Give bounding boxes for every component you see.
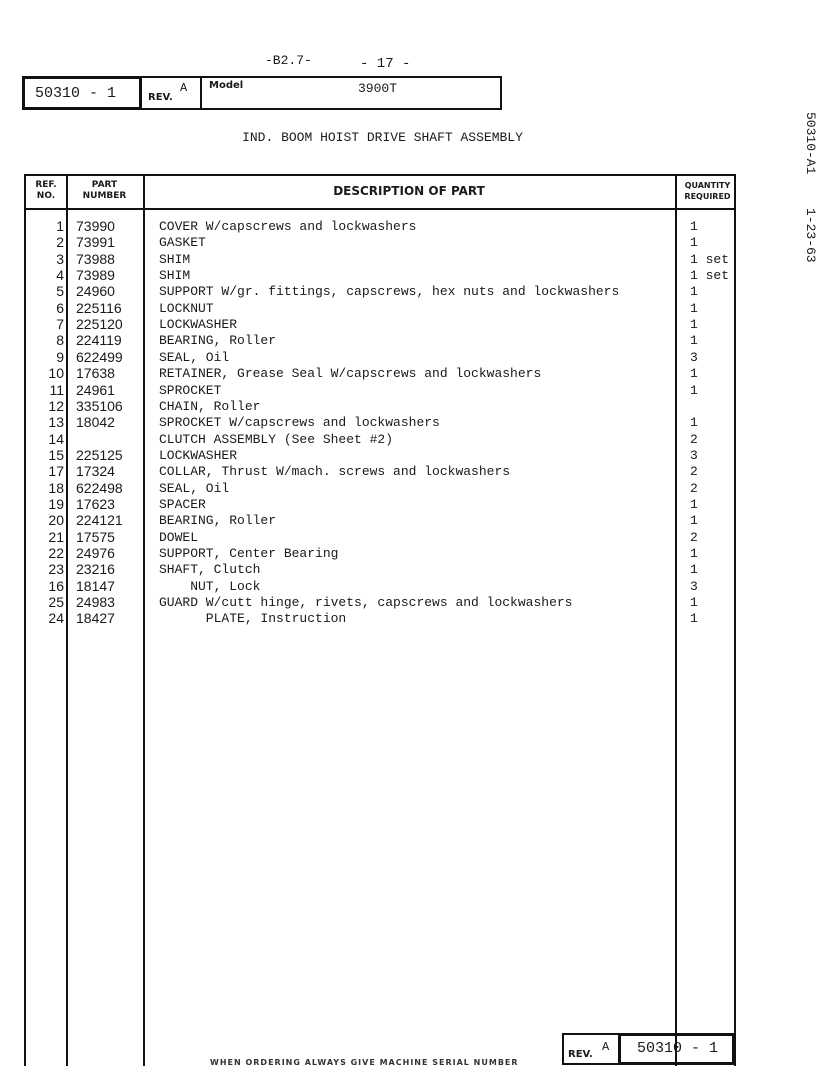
cell-ref: 7 xyxy=(56,316,64,333)
footer-doc-number: 50310 - 1 xyxy=(618,1033,735,1065)
cell-qty: 3 xyxy=(690,447,698,463)
cell-qty: 2 xyxy=(690,431,698,447)
cell-desc: DOWEL xyxy=(159,529,199,545)
cell-qty: 1 xyxy=(690,333,698,349)
rev-value: A xyxy=(180,81,188,95)
cell-part: 73988 xyxy=(76,250,115,267)
cell-ref: 17 xyxy=(48,463,64,480)
cell-qty: 3 xyxy=(690,578,698,594)
cell-ref: 24 xyxy=(48,610,64,627)
model-value: 3900T xyxy=(358,81,398,96)
cell-qty: 1 xyxy=(690,300,698,316)
cell-part: 23216 xyxy=(76,561,115,578)
cell-desc: SUPPORT, Center Bearing xyxy=(159,546,339,561)
cell-part: 24961 xyxy=(76,381,115,398)
cell-ref: 20 xyxy=(48,512,64,529)
page-number: - 17 - xyxy=(360,56,411,72)
cell-qty: 1 xyxy=(690,382,698,398)
col-desc-header: DESCRIPTION OF PART xyxy=(333,184,485,198)
model-label: Model xyxy=(209,80,244,91)
cell-part: 73989 xyxy=(76,267,115,284)
cell-ref: 5 xyxy=(56,283,64,300)
cell-qty: 1 xyxy=(690,284,698,300)
cell-ref: 1 xyxy=(56,218,64,234)
cell-ref: 25 xyxy=(48,594,64,611)
cell-part: 622499 xyxy=(76,348,123,365)
table-row xyxy=(26,234,734,251)
cell-ref: 16 xyxy=(48,577,64,594)
cell-ref: 9 xyxy=(56,348,64,365)
cell-desc: COVER W/capscrews and lockwashers xyxy=(159,219,417,234)
cell-ref: 4 xyxy=(56,267,64,284)
cell-desc: LOCKNUT xyxy=(159,300,214,316)
cell-ref: 19 xyxy=(48,495,64,512)
cell-desc: BEARING, Roller xyxy=(159,513,277,529)
cell-desc: GUARD W/cutt hinge, rivets, capscrews and lockwashers xyxy=(159,595,573,611)
cell-part: 225120 xyxy=(76,316,123,333)
cell-qty: 1 set xyxy=(690,268,730,284)
table-row xyxy=(26,365,734,382)
cell-ref: 2 xyxy=(56,234,64,251)
cell-ref: 6 xyxy=(56,299,64,316)
cell-desc: SUPPORT W/gr. fittings, capscrews, hex nuts and lockwashers xyxy=(159,284,620,300)
cell-part: 18147 xyxy=(76,577,115,594)
page-title: IND. BOOM HOIST DRIVE SHAFT ASSEMBLY xyxy=(242,130,523,145)
cell-desc: LOCKWASHER xyxy=(159,447,238,463)
cell-part: 335106 xyxy=(76,397,123,414)
table-row xyxy=(26,332,734,349)
side-date: 1-23-63 xyxy=(803,208,818,263)
cell-ref: 22 xyxy=(48,545,64,561)
col-qty-header: QUANTITY REQUIRED xyxy=(684,181,731,201)
cell-desc: SPROCKET W/capscrews and lockwashers xyxy=(159,415,440,431)
table-row xyxy=(26,480,734,497)
cell-part: 73991 xyxy=(76,234,115,251)
cell-qty: 2 xyxy=(690,464,698,480)
cell-ref: 21 xyxy=(48,528,64,545)
table-row xyxy=(26,218,734,235)
table-row xyxy=(26,283,734,300)
cell-part: 622498 xyxy=(76,479,123,496)
cell-desc: PLATE, Instruction xyxy=(159,611,347,627)
col-ref-header: REF. NO. xyxy=(35,180,57,201)
cell-ref: 10 xyxy=(48,365,64,382)
cell-desc: SPACER xyxy=(159,496,206,512)
cell-qty: 1 xyxy=(690,219,698,234)
table-row xyxy=(26,398,734,415)
cell-qty: 1 xyxy=(690,595,698,611)
cell-part: 224121 xyxy=(76,512,123,529)
table-row xyxy=(26,349,734,366)
table-row xyxy=(26,594,734,611)
cell-ref: 8 xyxy=(56,332,64,349)
footer-note: WHEN ORDERING ALWAYS GIVE MACHINE SERIAL NUMBER xyxy=(210,1058,519,1065)
cell-part: 225116 xyxy=(76,299,122,316)
table-row xyxy=(26,251,734,268)
footer-rev-value: A xyxy=(602,1040,610,1054)
footer-rev-label: REV. xyxy=(568,1049,593,1060)
cell-qty: 1 xyxy=(690,546,698,561)
doc-number: 50310 - 1 xyxy=(22,76,142,110)
cell-qty: 1 xyxy=(690,317,698,333)
cell-part: 17638 xyxy=(76,365,115,382)
parts-table xyxy=(24,174,736,1066)
cell-qty: 1 xyxy=(690,496,698,512)
table-row xyxy=(26,578,734,595)
cell-part: 18042 xyxy=(76,414,115,431)
footer-rev-cell xyxy=(562,1033,618,1065)
cell-qty: 1 xyxy=(690,513,698,529)
cell-ref: 3 xyxy=(56,250,64,267)
cell-part: 225125 xyxy=(76,446,123,463)
table-row xyxy=(26,267,734,284)
cell-part: 17575 xyxy=(76,528,115,545)
cell-qty: 2 xyxy=(690,480,698,496)
cell-part: 17623 xyxy=(76,495,115,512)
cell-desc: NUT, Lock xyxy=(159,578,261,594)
cell-part: 18427 xyxy=(76,610,115,627)
side-code: 50310-A1 xyxy=(803,112,818,175)
table-row xyxy=(26,447,734,464)
cell-desc: CHAIN, Roller xyxy=(159,398,261,414)
col-part-header: PART NUMBER xyxy=(82,180,127,201)
cell-desc: SHAFT, Clutch xyxy=(159,562,261,578)
cell-qty: 1 xyxy=(690,562,698,578)
table-row xyxy=(26,529,734,546)
cell-ref: 13 xyxy=(48,414,64,431)
cell-ref: 12 xyxy=(48,397,64,414)
cell-desc: SHIM xyxy=(159,251,191,267)
cell-desc: SHIM xyxy=(159,268,191,284)
cell-qty: 1 xyxy=(690,415,698,431)
cell-part: 24983 xyxy=(76,594,115,611)
cell-desc: CLUTCH ASSEMBLY (See Sheet #2) xyxy=(159,431,394,447)
table-row xyxy=(26,382,734,399)
cell-part: 224119 xyxy=(76,332,122,349)
table-row xyxy=(26,496,734,513)
cell-qty: 1 set xyxy=(690,251,730,267)
cell-desc: RETAINER, Grease Seal W/capscrews and lockwashers xyxy=(159,366,542,382)
cell-desc: BEARING, Roller xyxy=(159,333,277,349)
table-row xyxy=(26,431,734,448)
cell-qty: 1 xyxy=(690,611,698,627)
rev-label: REV. xyxy=(148,92,173,103)
table-row xyxy=(26,463,734,480)
cell-ref: 15 xyxy=(48,446,64,463)
cell-ref: 11 xyxy=(49,381,64,398)
cell-qty: 2 xyxy=(690,529,698,545)
cell-ref: 14 xyxy=(48,430,64,447)
cell-ref: 23 xyxy=(48,561,64,578)
cell-part: 24976 xyxy=(76,545,115,561)
cell-desc: LOCKWASHER xyxy=(159,317,238,333)
cell-desc: SEAL, Oil xyxy=(159,480,230,496)
cell-qty: 3 xyxy=(690,349,698,365)
cell-part: 17324 xyxy=(76,463,115,480)
sheet-code: -B2.7- xyxy=(265,53,312,68)
table-row xyxy=(26,545,734,562)
cell-ref: 18 xyxy=(48,479,64,496)
rev-cell xyxy=(142,76,202,110)
table-row xyxy=(26,414,734,431)
table-row xyxy=(26,561,734,578)
cell-qty: 1 xyxy=(690,366,698,382)
cell-desc: COLLAR, Thrust W/mach. screws and lockwashers xyxy=(159,464,511,480)
table-row xyxy=(26,610,734,627)
cell-desc: SEAL, Oil xyxy=(159,349,230,365)
cell-qty: 1 xyxy=(690,235,698,251)
cell-part: 73990 xyxy=(76,218,115,234)
table-row xyxy=(26,512,734,529)
table-row xyxy=(26,316,734,333)
cell-desc: GASKET xyxy=(159,235,206,251)
cell-part: 24960 xyxy=(76,283,115,300)
cell-desc: SPROCKET xyxy=(159,382,222,398)
table-row xyxy=(26,300,734,317)
